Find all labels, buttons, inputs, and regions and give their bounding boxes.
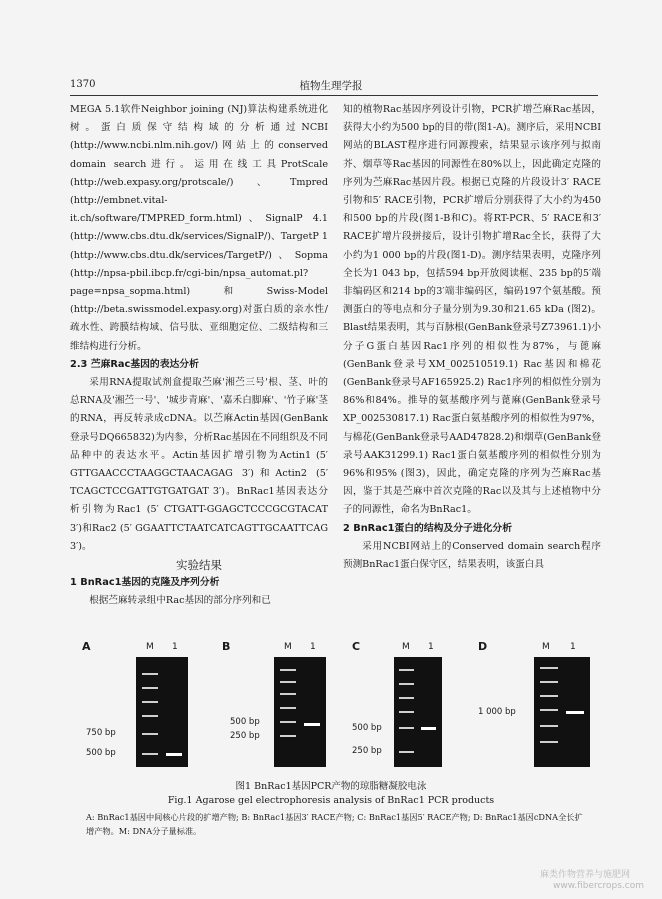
ladder-band xyxy=(280,681,296,683)
marker-label: 500 bp xyxy=(230,717,260,727)
ladder-band xyxy=(399,683,414,685)
product-band xyxy=(421,727,436,730)
gel-image xyxy=(394,657,442,767)
ladder-band xyxy=(142,715,158,717)
ladder-band xyxy=(280,693,296,695)
ladder-band xyxy=(540,695,558,697)
gel-panel-d xyxy=(478,640,598,770)
marker-label: 500 bp xyxy=(86,748,116,758)
ladder-band xyxy=(280,735,296,737)
ladder-band xyxy=(399,711,414,713)
lane-label-1: 1 xyxy=(570,642,576,652)
ladder-band xyxy=(540,741,558,743)
ladder-band xyxy=(540,681,558,683)
ladder-band xyxy=(540,667,558,669)
ladder-band xyxy=(280,721,296,723)
ladder-band xyxy=(142,733,158,735)
panel-letter: A xyxy=(82,640,91,653)
figure-note: A: BnRac1基因中间核心片段的扩增产物; B: BnRac1基因3′ RACE产物; C: BnRac1基因5′ RACE产物; D: BnRac1基因cDNA全长扩增产物。M: DNA分子量标准。 xyxy=(86,812,583,836)
section-heading: 2.3 苎麻Rac基因的表达分析 xyxy=(70,358,199,370)
gel-figure xyxy=(82,640,602,775)
lane-label-1: 1 xyxy=(428,642,434,652)
lane-label-m: M xyxy=(542,642,550,652)
section-heading: 2 BnRac1蛋白的结构及分子进化分析 xyxy=(343,522,513,534)
gel-panel-c xyxy=(352,640,462,770)
ladder-band xyxy=(142,673,158,675)
gel-image xyxy=(136,657,188,767)
right-column xyxy=(343,101,601,574)
lane-label-m: M xyxy=(402,642,410,652)
left-column xyxy=(70,101,328,611)
watermark-url: www.fibercrops.com xyxy=(553,881,644,891)
marker-label: 250 bp xyxy=(352,746,382,756)
ladder-band xyxy=(280,669,296,671)
ladder-band xyxy=(142,701,158,703)
journal-title: 植物生理学报 xyxy=(299,80,363,92)
ladder-band xyxy=(399,669,414,671)
section-heading: 1 BnRac1基因的克隆及序列分析 xyxy=(70,577,220,589)
gel-panel-b xyxy=(222,640,332,770)
ladder-band xyxy=(399,751,414,753)
figure-caption-cn: 图1 BnRac1基因PCR产物的琼脂糖凝胶电泳 xyxy=(235,781,427,792)
page-number: 1370 xyxy=(70,79,96,90)
ladder-band xyxy=(540,725,558,727)
ladder-band xyxy=(280,707,296,709)
product-band xyxy=(304,723,320,726)
panel-letter: C xyxy=(352,640,361,653)
lane-label-m: M xyxy=(146,642,154,652)
product-band xyxy=(566,711,584,714)
header-rule xyxy=(70,95,598,96)
ladder-band xyxy=(540,709,558,711)
panel-letter: D xyxy=(478,640,488,653)
gel-panel-a xyxy=(82,640,192,770)
lane-label-1: 1 xyxy=(172,642,178,652)
lane-label-m: M xyxy=(284,642,292,652)
paragraph: 知的植物Rac基因序列设计引物，PCR扩增苎麻Rac基因，获得大小约为500 bp的目的带(图1-A)。测序后，采用NCBI网站的BLAST程序进行同源搜索，结果显示该序列与拟南芥、烟草等Rac基因的同源性在80%以上，因此确定克隆的序列为苎麻Rac基因片段。根据已克隆的片段设计3′ RACE引物和5′ RACE引物，PCR扩增后分别获得了大小约为450和500 bp的片段(图1-B和C)。将RT-PCR、5′ RACE和3′ RACE扩增片段拼接后，设计引物扩增Rac全长，获得了大小约为1 000 bp的片段(图1-D)。测序结果表明，克隆序列全长为1 043 bp，包括594 bp开放阅读框、235 bp的5′端非编码区和214 bp的3′端非编码区，编码197个氨基酸。预测蛋白的等电点和分子量分别为9.30和21.65 kDa (图2)。Blast结果表明，其与百脉根(GenBank登录号Z73961.1)小分子G蛋白基因Rac1序列的相似性为87%，与蓖麻(GenBank登录号XM_002510519.1) Rac基因和棉花(GenBank登录号AF165925.2) Rac1序列的相似性分别为86%和84%。推导的氨基酸序列与蓖麻(GenBank登录号XP_002530817.1) Rac蛋白氨基酸序列的相似性为97%，与棉花(GenBank登录号AAD47828.2)和烟草(GenBank登录号AAK31299.1) Rac1蛋白氨基酸序列的相似性分别为96%和95% (图3)，因此，确定克隆的序列为苎麻Rac基因，鉴于其是苎麻中首次克隆的Rac以及其与上述植物中分子的同源性，命名为BnRac1。 xyxy=(343,104,601,516)
gel-image xyxy=(534,657,590,767)
ladder-band xyxy=(399,697,414,699)
ladder-band xyxy=(142,753,158,755)
watermark-text: 麻类作物营养与施肥网 xyxy=(540,870,631,880)
paragraph: 采用NCBI网站上的Conserved domain search程序预测BnRac1蛋白保守区，结果表明，该蛋白具 xyxy=(343,540,601,571)
paragraph: MEGA 5.1软件Neighbor joining (NJ)算法构建系统进化树。蛋白质保守结构域的分析通过NCBI (http://www.ncbi.nlm.nih.gov/)网站上的conserved domain search进行。运用在线工具ProtScale (http://web.expasy.org/protscale/)、Tmpred (http://embnet.vital-it.ch/software/TMPRED_form.html)、SignalP 4.1 (http://www.cbs.dtu.dk/services/SignalP/)、TargetP 1 (http://www.cbs.dtu.dk/services/TargetP/)、Sopma (http://npsa-pbil.ibcp.fr/cgi-bin/npsa_automat.pl?page=npsa_sopma.html)和Swiss-Model (http://beta.swissmodel.expasy.org)对蛋白质的亲水性/疏水性、跨膜结构域、信号肽、亚细胞定位、二级结构和三维结构进行分析。 xyxy=(70,104,328,352)
figure-caption-en: Fig.1 Agarose gel electrophoresis analysis of BnRac1 PCR products xyxy=(167,795,495,806)
gel-image xyxy=(274,657,326,767)
marker-label: 250 bp xyxy=(230,731,260,741)
ladder-band xyxy=(399,727,414,729)
product-band xyxy=(166,753,182,756)
lane-label-1: 1 xyxy=(310,642,316,652)
ladder-band xyxy=(142,687,158,689)
panel-letter: B xyxy=(222,640,231,653)
paragraph: 根据苎麻转录组中Rac基因的部分序列和已 xyxy=(89,595,271,607)
results-heading: 实验结果 xyxy=(176,558,222,573)
paragraph: 采用RNA提取试剂盒提取苎麻'湘苎三号'根、茎、叶的总RNA及'湘苎一号'、'城步青麻'、'嘉禾白脚麻'、'竹子麻'茎的RNA，再反转录成cDNA。以苎麻Actin基因(GenBank登录号DQ665832)为内参，分析Rac基因在不同组织及不同品种中的表达水平。Actin基因扩增引物为Actin1 (5′ GTTGAACCCTAAGGCTAACAGAG 3′)和Actin2 (5′ TCAGCTCCGATTGTGATGAT 3′)。BnRac1基因表达分析引物为Rac1 (5′ CTGATT-GGAGCTCCCGCGTACAT 3′)和Rac2 (5′ GGAATTCTAATCATCAGTTGCAATTCAG 3′)。 xyxy=(70,377,328,552)
marker-label: 1 000 bp xyxy=(478,707,516,717)
marker-label: 500 bp xyxy=(352,723,382,733)
marker-label: 750 bp xyxy=(86,728,116,738)
